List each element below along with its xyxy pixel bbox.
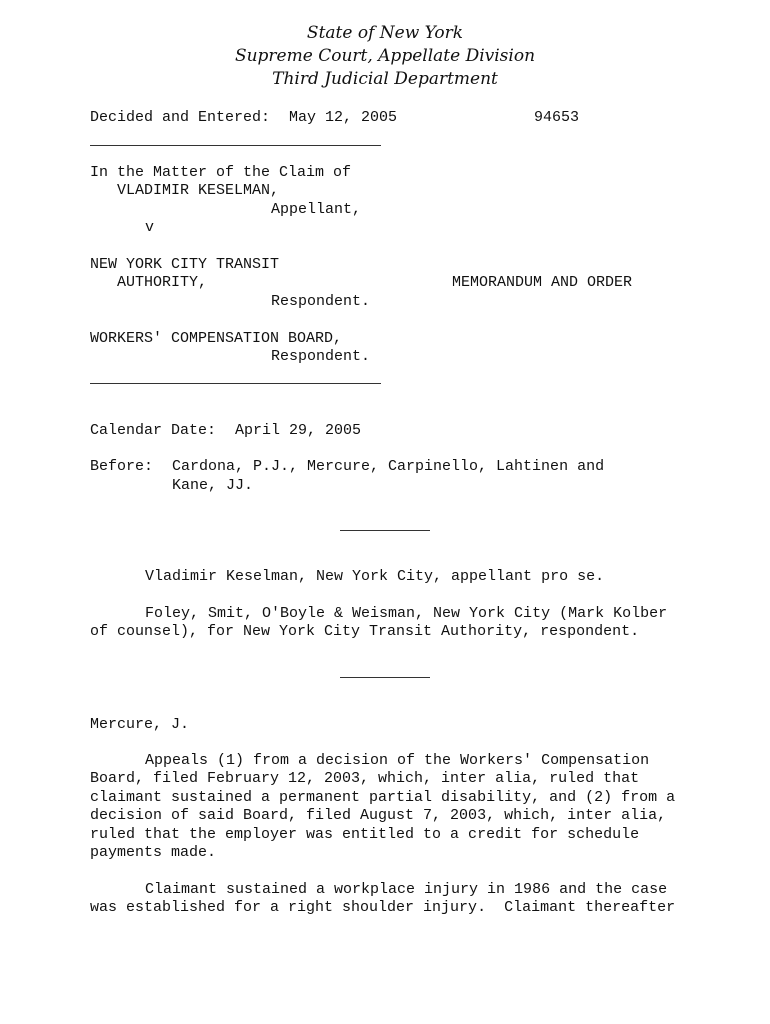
caption-board-role: Respondent. xyxy=(271,348,371,365)
separator-rule xyxy=(340,677,430,678)
before-panel-line1: Cardona, P.J., Mercure, Carpinello, Lahtinen and xyxy=(172,458,605,475)
caption-employer-role: Respondent. xyxy=(271,293,371,310)
decided-date: May 12, 2005 xyxy=(289,109,398,126)
paragraph-line: payments made. xyxy=(90,844,217,861)
counsel-appellant: Vladimir Keselman, New York City, appellant pro se. xyxy=(145,568,605,585)
court-division: Supreme Court, Appellate Division xyxy=(234,46,536,66)
paragraph-line: ruled that the employer was entitled to a credit for schedule xyxy=(90,826,640,843)
before-panel-line2: Kane, JJ. xyxy=(172,477,254,494)
decided-label: Decided and Entered: xyxy=(90,109,271,126)
counsel-respondent-line1: Foley, Smit, O'Boyle & Weisman, New York City (Mark Kolber xyxy=(145,605,668,622)
caption-employer-line1: NEW YORK CITY TRANSIT xyxy=(90,256,280,273)
caption-matter: In the Matter of the Claim of xyxy=(90,164,352,181)
paragraph-line: was established for a right shoulder injury. Claimant thereafter xyxy=(90,899,676,916)
caption-employer-line2: AUTHORITY, xyxy=(117,274,208,291)
court-department: Third Judicial Department xyxy=(272,69,498,89)
paragraph-line: decision of said Board, filed August 7, 2003, which, inter alia, xyxy=(90,807,667,824)
calendar-label: Calendar Date: xyxy=(90,422,217,439)
paragraph-line: Appeals (1) from a decision of the Workers' Compensation xyxy=(145,752,650,769)
opinion-author: Mercure, J. xyxy=(90,716,190,733)
docket-number: 94653 xyxy=(534,109,580,126)
calendar-date: April 29, 2005 xyxy=(235,422,362,439)
paragraph-line: Board, filed February 12, 2003, which, inter alia, ruled that xyxy=(90,770,640,787)
caption-top-rule xyxy=(90,145,381,146)
court-name: State of New York xyxy=(306,23,464,43)
before-label: Before: xyxy=(90,458,154,475)
caption-claimant: VLADIMIR KESELMAN, xyxy=(117,182,280,199)
caption-bottom-rule xyxy=(90,383,381,384)
counsel-respondent-line2: of counsel), for New York City Transit Authority, respondent. xyxy=(90,623,640,640)
caption-versus: v xyxy=(145,219,155,236)
separator-rule xyxy=(340,530,430,531)
caption-board: WORKERS' COMPENSATION BOARD, xyxy=(90,330,343,347)
order-type: MEMORANDUM AND ORDER xyxy=(452,274,633,291)
paragraph-line: Claimant sustained a workplace injury in 1986 and the case xyxy=(145,881,668,898)
caption-claimant-role: Appellant, xyxy=(271,201,362,218)
paragraph-line: claimant sustained a permanent partial disability, and (2) from a xyxy=(90,789,676,806)
